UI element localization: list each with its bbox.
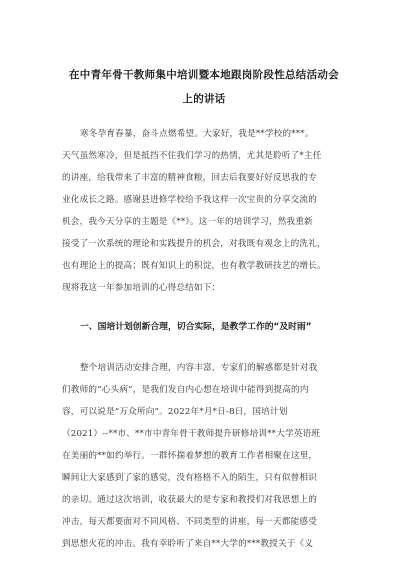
paragraph-2-line: 整个培训活动安排合理，内容丰富，专家们的解惑都是针对我 (80, 363, 318, 373)
paragraph-2-line: 瞬间让大家感到了家的感觉，没有格格不入的陌生，只有似曾相识 (62, 473, 318, 483)
paragraph-2-line: （2021）--**市、**市中青年骨干教师提升研修培训**大学英语班 (62, 429, 321, 439)
paragraph-2-line: 冲击，每天都要面对不同风格、不同类型的讲座，每一天都能感受 (62, 517, 318, 527)
paragraph-1-line: 业化成长之路。感谢县进修学校给予我这样一次宝贵的分享交流的 (62, 195, 318, 205)
paragraph-2-line: 容，可以说是“万众所向”。2022年*月*日-8日，国培计划 (62, 407, 288, 417)
paragraph-1-line: 接受了一次系统的理论和实践提升的机会，对我既有观念上的洗礼， (62, 239, 326, 249)
paragraph-2-line: 的亲切。通过这次培训，收获最大的是专家和教授们对我思想上的 (62, 495, 318, 505)
paragraph-1-line: 寒冬孕育春暴，奋斗点燃希望。大家好，我是**学校的***。 (80, 129, 314, 139)
paragraph-1-line: 机会，我今天分享的主题是《**》。这一年的培训学习，然我重新 (62, 217, 313, 227)
paragraph-2-line: 们教师的“心头病”，是我们发自内心想在培训中能得到提高的内 (62, 385, 309, 395)
document-title-line-1: 在中青年骨干教师集中培训暨本地跟岗阶段性总结活动会 (69, 69, 339, 81)
document-title-line-2: 上的讲话 (182, 93, 226, 105)
paragraph-2-line: 到思想火花的冲击。我有幸聆听了来自**大学的***教授关于《义 (62, 539, 314, 549)
section-heading: 一、国培计划创新合理，切合实际，是教学工作的“及时雨” (80, 322, 312, 332)
paragraph-2-line: 在美丽的**如约举行。一群怀揣着梦想的教育工作者相聚在这里， (62, 451, 318, 461)
paragraph-1-line: 现将我这一年参加培训的心得总结如下： (62, 283, 221, 293)
paragraph-1-line: 天气虽然寒冷，但是抵挡不住我们学习的热情，尤其是聆听了*主任 (62, 151, 322, 161)
paragraph-1-line: 也有理论上的提高；既有知识上的积淀，也有教学教研技艺的增长。 (62, 261, 326, 271)
paragraph-1-line: 的讲座，给我带来了丰富的精神食粮，回去后我要好好反思我的专 (62, 173, 318, 183)
